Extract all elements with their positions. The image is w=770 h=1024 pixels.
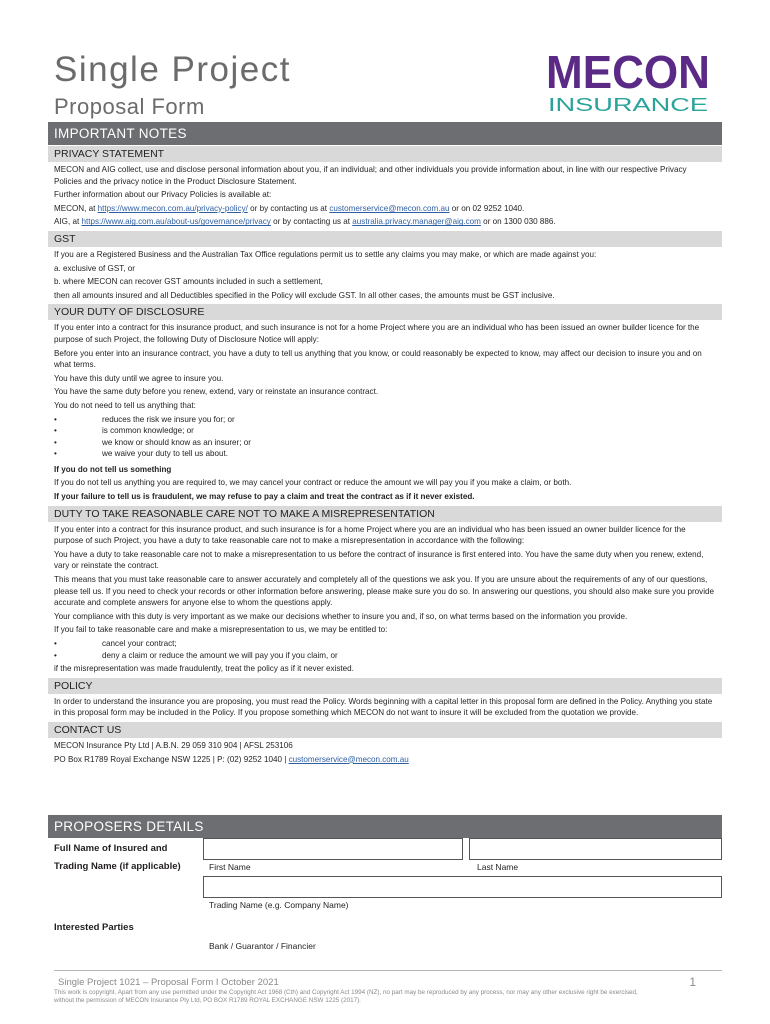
contact-email-link[interactable]: customerservice@mecon.com.au: [288, 754, 409, 764]
first-name-input[interactable]: [203, 838, 463, 860]
document-title: Single Project: [54, 50, 291, 89]
logo-insurance-text: INSURANCE: [548, 95, 708, 114]
last-name-input[interactable]: [469, 838, 722, 860]
document-subtitle: Proposal Form: [54, 94, 205, 119]
copyright-notice: This work is copyright. Apart from any use permitted under the Copyright Act 1968 (Cth) and Copyright Act 1994 (NZ), no part may be reproduced by any process, nor may any other exclusive right be exercised, without the permission of MECON Insurance Pty Ltd, PO BOX R1789 ROYAL EXCHANGE NSW 1225 (2017).: [54, 989, 638, 1004]
reasonable-care-heading: DUTY TO TAKE REASONABLE CARE NOT TO MAKE A MISREPRESENTATION: [48, 506, 722, 522]
duty-paragraph: Before you enter into an insurance contract, you have a duty to tell us anything that you know, or could reasonably be expected to know, may affect our decision to insure you and on what terms.: [54, 348, 702, 370]
gst-item-b: b. where MECON can recover GST amounts included in such a settlement,: [54, 277, 323, 287]
trading-name-label: Trading Name (if applicable): [54, 861, 181, 872]
privacy-aig-line: AIG, at https://www.aig.com.au/about-us/governance/privacy or by contacting us at australia.privacy.manager@aig.com or on 1300 030 886.: [54, 217, 556, 227]
first-name-caption: First Name: [209, 862, 251, 872]
list-item: • we know or should know as an insurer; or: [54, 437, 251, 447]
mecon-email-link[interactable]: customerservice@mecon.com.au: [329, 203, 450, 213]
privacy-paragraph: MECON and AIG collect, use and disclose personal information about you, if an individual; and other individuals you provide information about, in line with our respective Privacy Policies and the privacy notice in the Product Disclosure Statement.: [54, 165, 687, 186]
mecon-insurance-logo: [546, 48, 712, 114]
privacy-statement-heading: PRIVACY STATEMENT: [48, 146, 722, 162]
duty-paragraph: You do not need to tell us anything that:: [54, 400, 196, 410]
privacy-paragraph: Further information about our Privacy Policies is available at:: [54, 190, 272, 200]
gst-paragraph: then all amounts insured and all Deductibles specified in the Policy will exclude GST. In all other cases, the amounts must be GST inclusive.: [54, 290, 555, 300]
gst-paragraph: If you are a Registered Business and the Australian Tax Office regulations permit us to settle any claims you may make, or which are made against you:: [54, 249, 597, 259]
duty-paragraph: If you enter into a contract for this insurance product, and such insurance is not for a home Project where you are an individual who has been issued an owner builder licence for the purpose of such Project, the following Duty of Disclosure Notice will apply:: [54, 323, 700, 344]
important-notes-heading: IMPORTANT NOTES: [48, 122, 722, 145]
contact-line: MECON Insurance Pty Ltd | A.B.N. 29 059 310 904 | AFSL 253106: [54, 740, 293, 750]
care-paragraph: If you enter into a contract for this insurance product, and such insurance is for a home Project where you are an individual who has been issued an owner builder licence for the purpose of such Project, you have a duty to take reasonable care not to make a misrepresentation in accordance with the following:: [54, 524, 686, 546]
last-name-caption: Last Name: [477, 862, 519, 872]
list-item: • deny a claim or reduce the amount we will pay you if you claim, or: [54, 650, 338, 660]
full-name-label: Full Name of Insured and: [54, 843, 168, 854]
care-paragraph: This means that you must take reasonable care to answer accurately and completely all of the questions we ask you. If you are unsure about the requirements of any of our questions, please tell us. If you need to check your records or other information before answering, please make sure you do so. In answering our questions, you should also make sure you provide accurate and complete answers for anyone else to whom the questions apply.: [54, 575, 715, 608]
page-footer: [54, 970, 722, 989]
interested-parties-label: Interested Parties: [54, 922, 134, 933]
care-paragraph: if the misrepresentation was made fraudulently, treat the policy as if it never existed.: [54, 664, 354, 674]
aig-email-link[interactable]: australia.privacy.manager@aig.com: [352, 217, 481, 227]
list-item: • we waive your duty to tell us about.: [54, 449, 228, 459]
list-item: • is common knowledge; or: [54, 426, 194, 436]
proposers-details-heading: PROPOSERS DETAILS: [48, 815, 722, 838]
logo-mecon-text: MECON: [546, 48, 710, 98]
privacy-mecon-line: MECON, at https://www.mecon.com.au/privacy-policy/ or by contacting us at customerservice@mecon.com.au or on 02 9252 1040.: [54, 203, 525, 213]
duty-bullet-list: [48, 414, 722, 460]
care-bullet-list: [48, 638, 722, 661]
duty-paragraph: If you do not tell us anything you are required to, we may cancel your contract or reduce the amount we will pay you if you make a claim, or both.: [54, 478, 572, 488]
interested-parties-caption: Bank / Guarantor / Financier: [209, 941, 316, 951]
list-item: • reduces the risk we insure you for; or: [54, 414, 235, 424]
policy-heading: POLICY: [48, 678, 722, 694]
aig-privacy-link[interactable]: https://www.aig.com.au/about-us/governance/privacy: [81, 217, 271, 227]
duty-of-disclosure-heading: YOUR DUTY OF DISCLOSURE: [48, 304, 722, 320]
important-notes-section: [48, 122, 722, 765]
contact-line: PO Box R1789 Royal Exchange NSW 1225 | P: (02) 9252 1040 | customerservice@mecon.com.au: [54, 754, 409, 764]
mecon-privacy-link[interactable]: https://www.mecon.com.au/privacy-policy/: [97, 203, 248, 213]
list-item: • cancel your contract;: [54, 639, 177, 648]
policy-paragraph: In order to understand the insurance you are proposing, you must read the Policy. Words beginning with a capital letter in this proposal form are defined in the Policy. Anything you state in this proposal form may be included in the Policy. If you propose something which MECON do not want to insure it will be excluded from the quotation we provide.: [54, 696, 713, 718]
gst-heading: GST: [48, 231, 722, 247]
page-number: 1: [689, 975, 696, 989]
duty-bold-heading: If you do not tell us something: [54, 464, 172, 474]
duty-bold-warning: If your failure to tell us is fraudulent, we may refuse to pay a claim and treat the contract as if it never existed.: [54, 492, 475, 502]
duty-paragraph: You have the same duty before you renew, extend, vary or reinstate an insurance contract.: [54, 387, 379, 397]
contact-us-heading: CONTACT US: [48, 722, 722, 738]
gst-item-a: a. exclusive of GST, or: [54, 263, 135, 273]
proposers-details-section: [48, 815, 722, 951]
care-paragraph: You have a duty to take reasonable care not to make a misrepresentation to us before the contract of insurance is first entered into. You have the same duty when you renew, extend, vary or reinstate the contract.: [54, 549, 704, 571]
trading-name-caption: Trading Name (e.g. Company Name): [209, 900, 349, 910]
care-paragraph: Your compliance with this duty is very important as we make our decisions whether to insure you and, if so, on what terms based on the information you provide.: [54, 611, 628, 621]
trading-name-input[interactable]: [203, 876, 722, 898]
footer-document-id: Single Project 1021 – Proposal Form I October 2021: [58, 977, 279, 988]
duty-paragraph: You have this duty until we agree to insure you.: [54, 373, 224, 383]
care-paragraph: If you fail to take reasonable care and make a misrepresentation to us, we may be entitled to:: [54, 625, 388, 635]
